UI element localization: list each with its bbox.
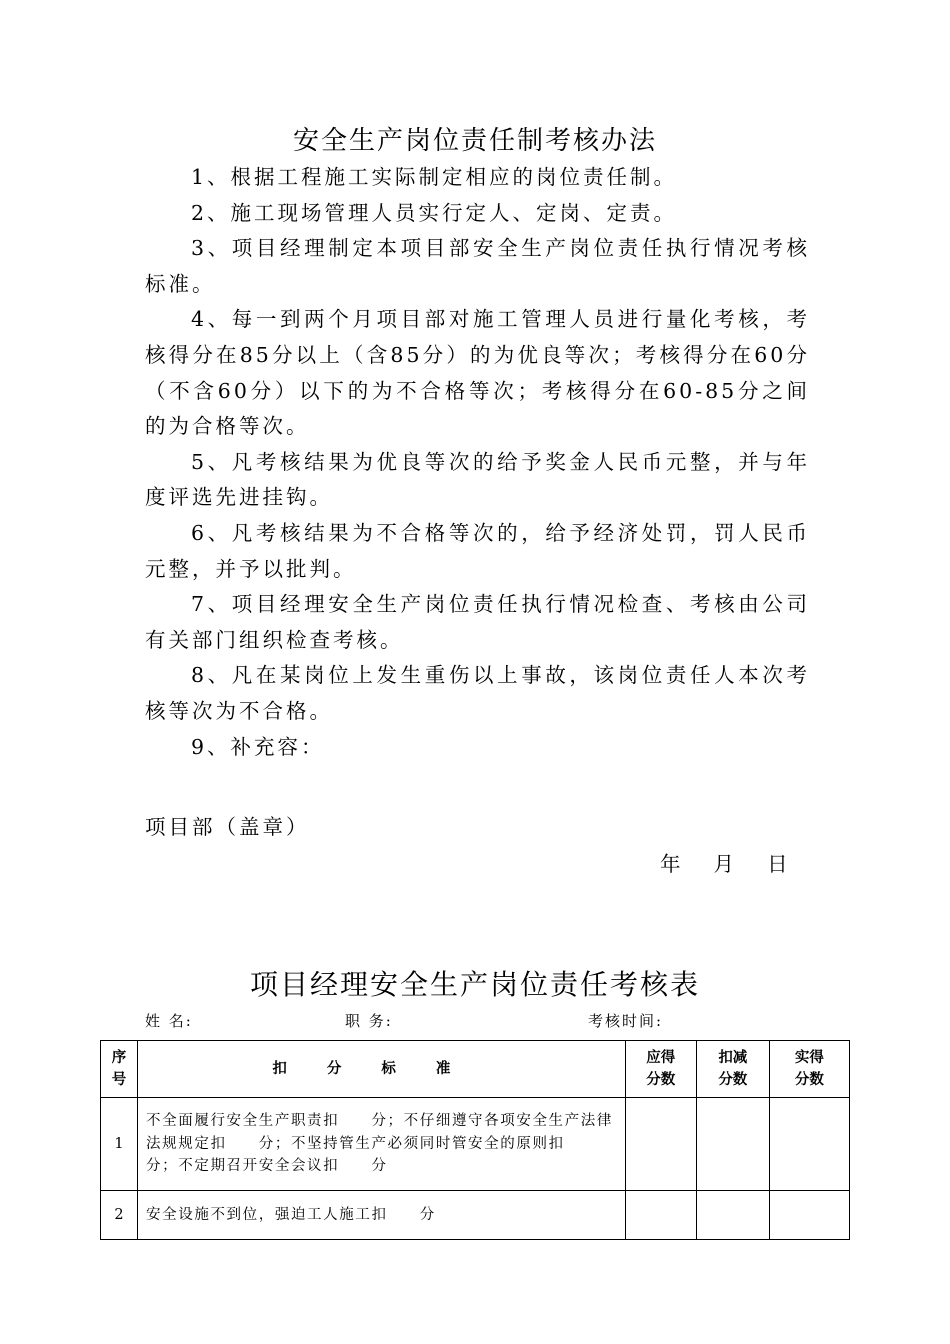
- table-title: 项目经理安全生产岗位责任考核表: [249, 968, 700, 1001]
- deduct-score-cell[interactable]: [696, 1098, 769, 1191]
- header-actual-score-text: 实得分数: [794, 1049, 824, 1088]
- assessment-time-label: 考核时间:: [588, 1012, 664, 1030]
- paragraph-1: 1、根据工程施工实际制定相应的岗位责任制。: [191, 165, 678, 189]
- date-line: 年 月 日: [660, 852, 788, 876]
- row-no: 1: [101, 1098, 138, 1191]
- paragraph-4: 4、每一到两个月项目部对施工管理人员进行量化考核，考核得分在85分以上（含85分）的为优良等次；考核得分在60分（不含60分）以下的为不合格等次；考核得分在60-85分之间的为合格等次。: [145, 307, 810, 439]
- table-header-row: [101, 1041, 850, 1098]
- header-standard-text: 扣分标准: [272, 1060, 491, 1077]
- row-standard: 安全设施不到位，强迫工人施工扣 分: [138, 1191, 626, 1240]
- header-actual-score: [769, 1041, 849, 1098]
- document-title: 安全生产岗位责任制考核办法: [292, 126, 657, 156]
- position-label: 职 务:: [345, 1012, 393, 1030]
- paragraph-2: 2、施工现场管理人员实行定人、定岗、定责。: [191, 200, 678, 225]
- header-due-score: [625, 1041, 696, 1098]
- paragraph-8: 8、凡在某岗位上发生重伤以上事故，该岗位责任人本次考核等次为不合格。: [145, 663, 810, 723]
- table-row: [101, 1191, 850, 1240]
- paragraph-3: 3、项目经理制定本项目部安全生产岗位责任执行情况考核标准。: [145, 236, 810, 296]
- paragraph-9: 9、补充容：: [191, 734, 325, 759]
- actual-score-cell[interactable]: [769, 1191, 849, 1240]
- row-no: 2: [101, 1191, 138, 1240]
- paragraph-5: 5、凡考核结果为优良等次的给予奖金人民币元整，并与年度评选先进挂钩。: [145, 449, 810, 510]
- header-due-score-text: 应得分数: [646, 1049, 676, 1088]
- assessment-meta: [145, 1010, 705, 1032]
- due-score-cell[interactable]: [625, 1191, 696, 1240]
- header-no: [101, 1041, 138, 1098]
- deduct-score-cell[interactable]: [696, 1191, 769, 1240]
- header-deduct-score-text: 扣减分数: [718, 1049, 748, 1088]
- header-no-text: 序号: [111, 1049, 127, 1088]
- table-row: [101, 1098, 850, 1191]
- row-standard: 不全面履行安全生产职责扣 分；不仔细遵守各项安全生产法律法规规定扣 分；不坚持管生产必须同时管安全的原则扣 分；不定期召开安全会议扣 分: [138, 1098, 626, 1191]
- paragraph-7: 7、项目经理安全生产岗位责任执行情况检查、考核由公司有关部门组织检查考核。: [145, 592, 810, 652]
- header-standard: [138, 1041, 626, 1098]
- document-body: [145, 160, 810, 765]
- actual-score-cell[interactable]: [769, 1098, 849, 1191]
- header-deduct-score: [696, 1041, 769, 1098]
- name-label: 姓 名:: [145, 1012, 193, 1030]
- stamp-label: 项目部（盖章）: [145, 815, 310, 839]
- paragraph-6: 6、凡考核结果为不合格等次的，给予经济处罚，罚人民币元整，并予以批判。: [145, 520, 810, 581]
- due-score-cell[interactable]: [625, 1098, 696, 1191]
- assessment-table: [100, 1040, 850, 1240]
